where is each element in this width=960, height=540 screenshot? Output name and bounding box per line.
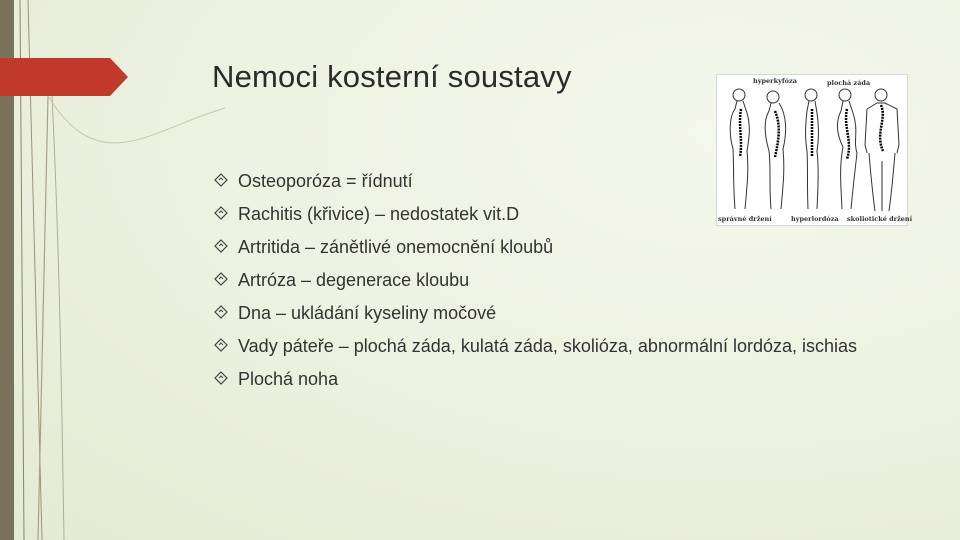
bullet-text: Vady páteře – plochá záda, kulatá záda, skolióza, abnormální lordóza, ischias: [238, 336, 858, 356]
silhouette-hyperlordosis: [837, 89, 857, 209]
bullet-text: Rachitis (křivice) – nedostatek vit.D: [238, 204, 520, 224]
label-plocha-zada: plochá záda: [827, 79, 871, 87]
title-accent-flag: [0, 58, 128, 96]
silhouette-scoliosis: [865, 89, 899, 211]
silhouette-correct-posture: [730, 89, 749, 209]
list-item: [214, 302, 874, 324]
bullet-text: Osteoporóza = řídnutí: [238, 171, 413, 191]
spine-posture-figure: [716, 74, 913, 226]
diamond-outline-icon: [214, 206, 230, 222]
bullet-text: Dna – ukládání kyseliny močové: [238, 303, 497, 323]
list-item: [214, 236, 874, 258]
label-skolioticke-drzeni: skoliotické držení: [847, 215, 913, 223]
silhouette-hyperkyphosis: [765, 91, 785, 209]
diamond-outline-icon: [214, 239, 230, 255]
slide-title: Nemoci kosterní soustavy: [212, 59, 572, 94]
bullet-text: Artritida – zánětlivé onemocnění kloubů: [238, 237, 554, 257]
spine-silhouettes-illustration: [717, 75, 907, 225]
list-item: [214, 335, 874, 357]
diamond-outline-icon: [214, 371, 230, 387]
bullet-text: Plochá noha: [238, 369, 339, 389]
label-spravne-drzeni: správné držení: [718, 215, 772, 223]
list-item: [214, 269, 874, 291]
diamond-outline-icon: [214, 338, 230, 354]
label-hyperlordoza: hyperlordóza: [791, 215, 839, 223]
bullet-text: Artróza – degenerace kloubu: [238, 270, 470, 290]
diamond-outline-icon: [214, 173, 230, 189]
silhouette-flat-back: [805, 89, 819, 209]
label-hyperkyfoza: hyperkyfóza: [753, 77, 797, 85]
list-item: [214, 368, 874, 390]
diamond-outline-icon: [214, 305, 230, 321]
diamond-outline-icon: [214, 272, 230, 288]
